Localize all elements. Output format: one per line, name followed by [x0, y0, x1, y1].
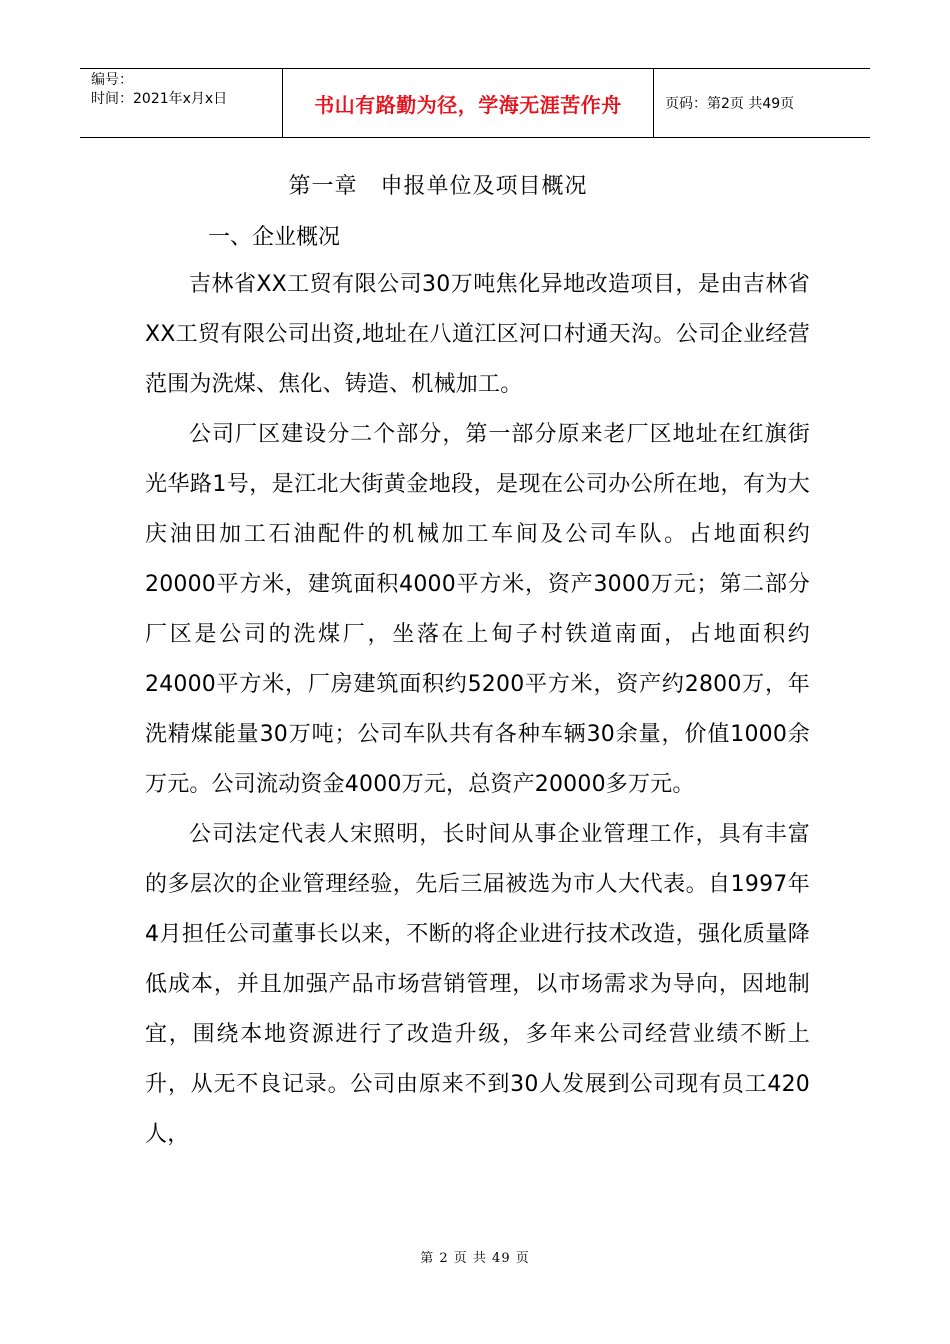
- section-title: 一、企业概况: [208, 225, 341, 250]
- header-motto: 书山有路勤为径，学海无涯苦作舟: [282, 69, 654, 137]
- document-number-label: 编号：: [91, 72, 133, 88]
- paragraph: 公司法定代表人宋照明，长时间从事企业管理工作，具有丰富的多层次的企业管理经验，先后三届被选为市人大代表。自1997年4月担任公司董事长以来，不断的将企业进行技术改造，强化质量降低成本，并且加强产品市场营销管理，以市场需求为导向，因地制宜，围绕本地资源进行了改造升级，多年来公司经营业绩不断上升，从无不良记录。公司由原来不到30人发展到公司现有员工420人，: [145, 822, 810, 1147]
- body-text: [145, 260, 810, 1160]
- header-meta: [80, 69, 282, 137]
- chapter-title: 第一章 申报单位及项目概况: [288, 174, 588, 199]
- page-footer: 第 2 页 共 49 页: [420, 1251, 530, 1266]
- document-header: [80, 68, 870, 138]
- paragraph: 公司厂区建设分二个部分，第一部分原来老厂区地址在红旗街光华路1号，是江北大街黄金地段，是现在公司办公所在地，有为大庆油田加工石油配件的机械加工车间及公司车队。占地面积约20000平方米，建筑面积4000平方米，资产3000万元；第二部分厂区是公司的洗煤厂，坐落在上甸子村铁道南面，占地面积约24000平方米，厂房建筑面积约5200平方米，资产约2800万，年洗精煤能量30万吨；公司车队共有各种车辆30余量，价值1000余万元。公司流动资金4000万元，总资产20000多万元。: [145, 422, 810, 797]
- header-page-label: 页码：第2页 共49页: [665, 96, 795, 112]
- paragraph: 吉林省XX工贸有限公司30万吨焦化异地改造项目，是由吉林省XX工贸有限公司出资,地址在八道江区河口村通天沟。公司企业经营范围为洗煤、焦化、铸造、机械加工。: [145, 272, 810, 397]
- document-time-label: 时间：2021年x月x日: [91, 91, 228, 107]
